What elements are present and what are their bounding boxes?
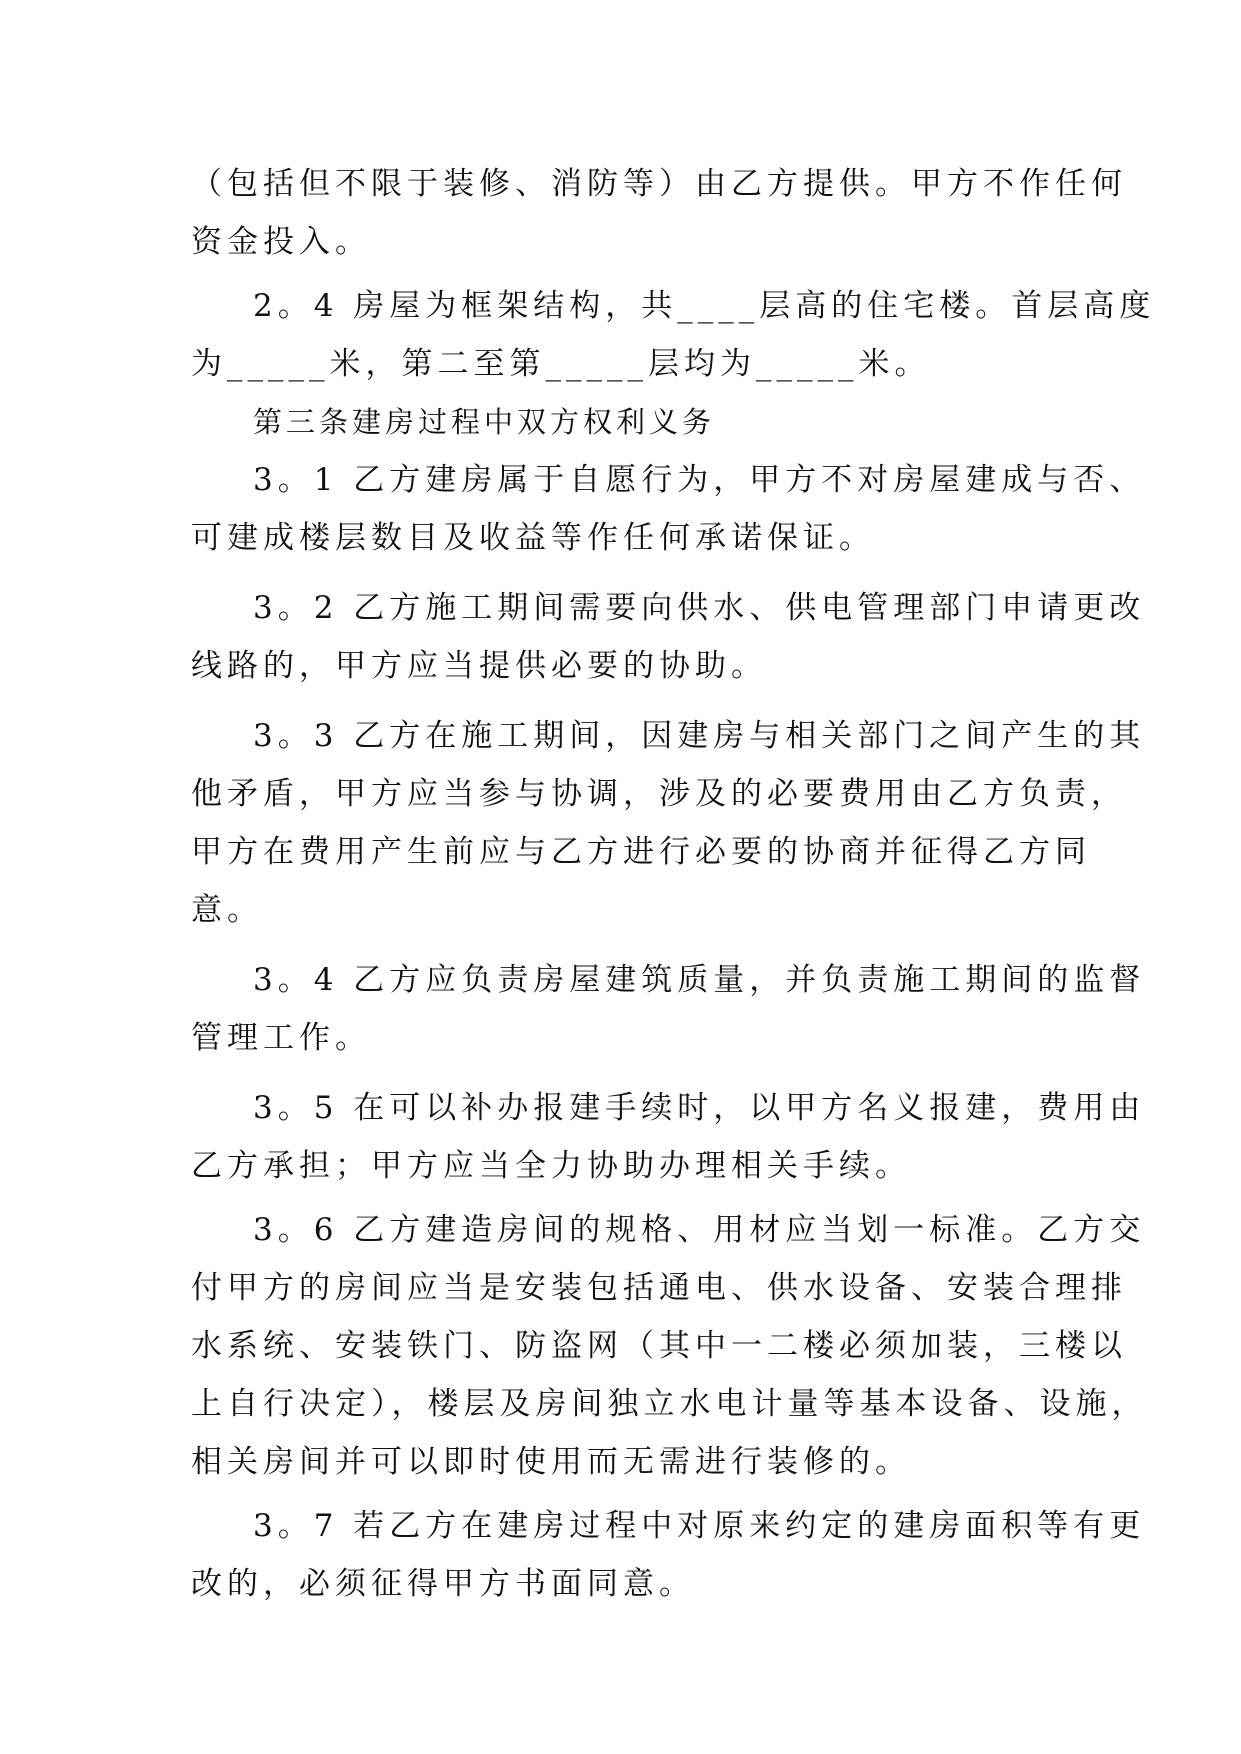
text-line: 乙方承担；甲方应当全力协助办理相关手续。: [191, 1148, 911, 1184]
text-line: 可建成楼层数目及收益等作任何承诺保证。: [191, 520, 875, 556]
text-line: 为_____米，第二至第_____层均为_____米。: [191, 346, 931, 382]
text-line: （包括但不限于装修、消防等）由乙方提供。甲方不作任何: [191, 166, 1127, 202]
text-line: 资金投入。: [191, 224, 371, 260]
clause-3-5-line: 3。5 在可以补办报建手续时，以甲方名义报建，费用由: [253, 1090, 1146, 1126]
text-line: 他矛盾，甲方应当参与协调，涉及的必要费用由乙方负责，: [191, 776, 1127, 812]
text-line: 相关房间并可以即时使用而无需进行装修的。: [191, 1444, 911, 1480]
clause-3-6-line: 3。6 乙方建造房间的规格、用材应当划一标准。乙方交: [253, 1212, 1146, 1248]
clause-2-4-line: 2。4 房屋为框架结构，共____层高的住宅楼。首层高度: [253, 288, 1156, 324]
clause-3-2-line: 3。2 乙方施工期间需要向供水、供电管理部门申请更改: [253, 590, 1146, 626]
text-line: 管理工作。: [191, 1020, 371, 1056]
document-body: [191, 155, 1156, 1613]
text-line: 意。: [191, 892, 263, 928]
clause-3-3-line: 3。3 乙方在施工期间，因建房与相关部门之间产生的其: [253, 718, 1146, 754]
text-line: 水系统、安装铁门、防盗网（其中一二楼必须加装，三楼以: [191, 1328, 1127, 1364]
article-heading: 第三条建房过程中双方权利义务: [253, 405, 716, 439]
text-line: 上自行决定），楼层及房间独立水电计量等基本设备、设施，: [191, 1386, 1148, 1422]
clause-3-4-line: 3。4 乙方应负责房屋建筑质量，并负责施工期间的监督: [253, 962, 1146, 998]
clause-3-1-line: 3。1 乙方建房属于自愿行为，甲方不对房屋建成与否、: [253, 462, 1146, 498]
text-line: 线路的，甲方应当提供必要的协助。: [191, 648, 767, 684]
text-line: 甲方在费用产生前应与乙方进行必要的协商并征得乙方同: [191, 834, 1091, 870]
text-line: 付甲方的房间应当是安装包括通电、供水设备、安装合理排: [191, 1270, 1127, 1306]
clause-3-7-line: 3。7 若乙方在建房过程中对原来约定的建房面积等有更: [253, 1508, 1146, 1544]
text-line: 改的，必须征得甲方书面同意。: [191, 1566, 695, 1602]
